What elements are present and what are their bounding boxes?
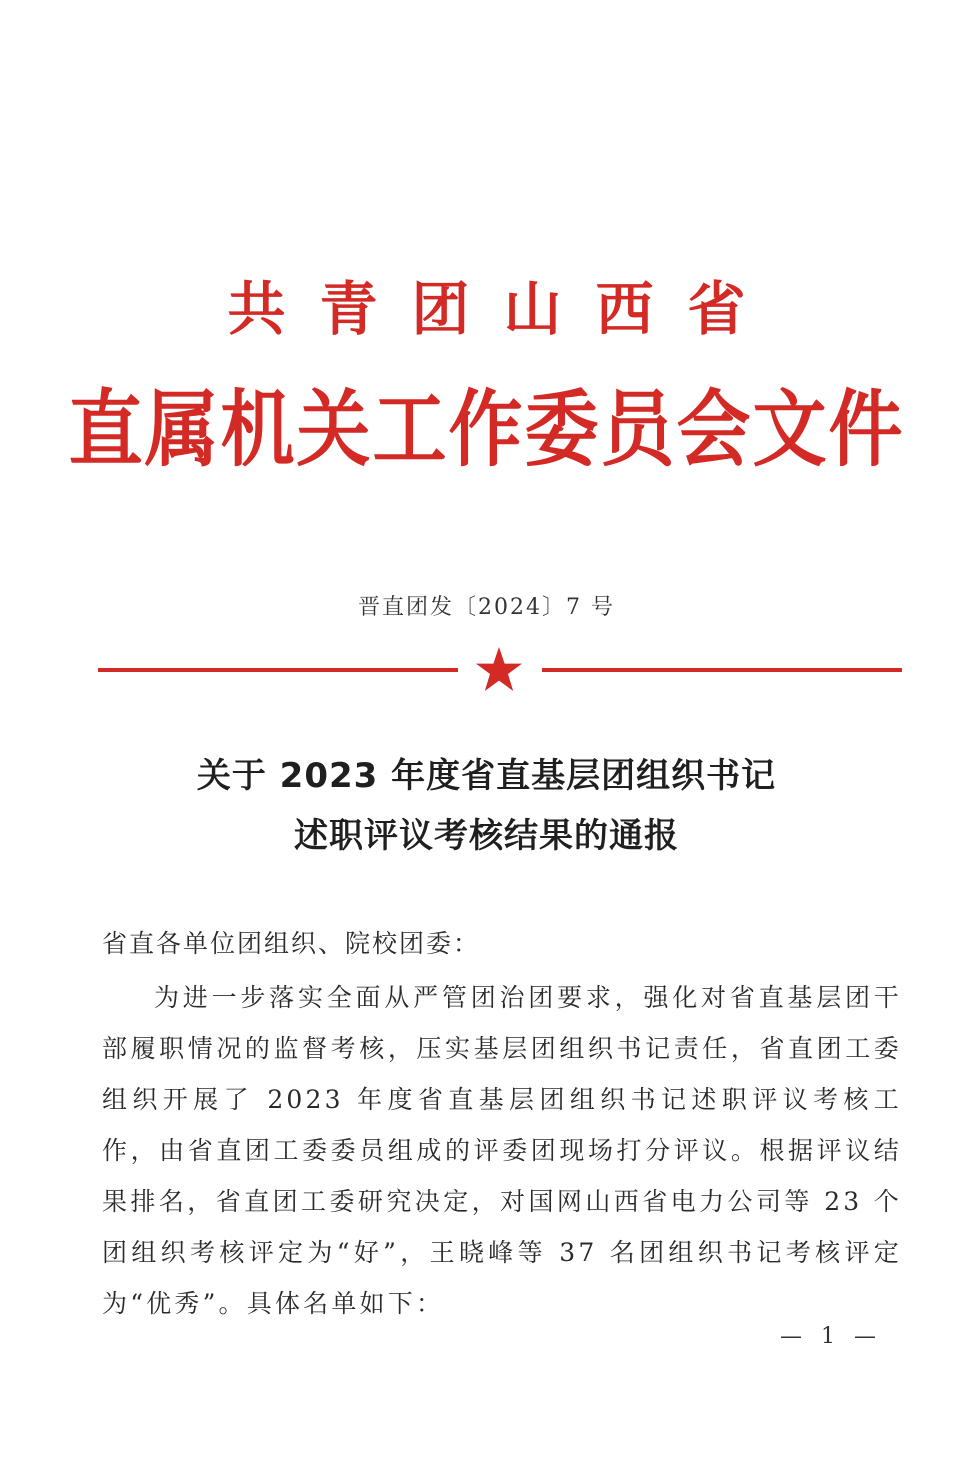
document-number: 晋直团发〔2024〕7 号 xyxy=(358,595,615,620)
page-number: — 1 — xyxy=(780,1324,882,1349)
document-title-line2: 述职评议考核结果的通报 xyxy=(294,816,679,856)
document-title-line1: 关于 2023 年度省直基层团组织书记 xyxy=(196,756,777,796)
red-star-icon xyxy=(475,646,523,692)
red-divider-left xyxy=(98,668,458,672)
salutation: 省直各单位团组织、院校团委： xyxy=(102,929,481,958)
body-paragraph: 为进一步落实全面从严管团治团要求，强化对省直基层团干部履职情况的监督考核，压实基层团组织书记责任，省直团工委组织开展了 2023 年度省直基层团组织书记述职评议考核工作，由省直团工委委员组成的评委团现场打分评议。根据评议结果排名，省直团工委研究决定，对国网山西省电力公司等 23 个团组织考核评定为“好”，王晓峰等 37 名团组织书记考核评定为“优秀”。具体名单如下： xyxy=(102,983,902,1318)
issuing-org-line1: 共青团山西省 xyxy=(227,275,780,343)
issuing-org-line2: 直属机关工作委员会文件 xyxy=(68,381,905,478)
red-divider-right xyxy=(542,668,902,672)
